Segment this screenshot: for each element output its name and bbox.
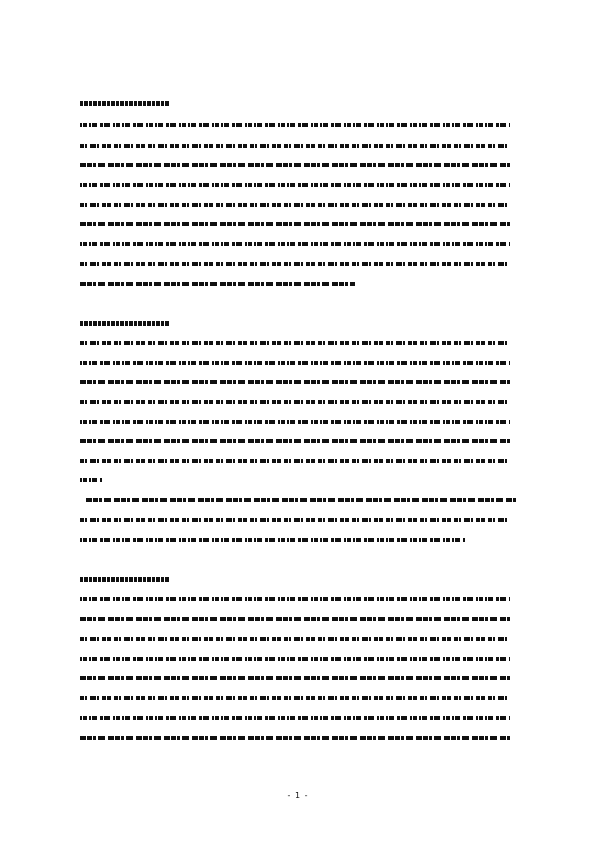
text-line bbox=[80, 123, 510, 127]
text-line bbox=[80, 459, 510, 463]
text-line bbox=[80, 183, 510, 187]
heading-text bbox=[80, 101, 170, 106]
text-line bbox=[80, 736, 510, 740]
page-number: - 1 - bbox=[287, 791, 309, 800]
text-line bbox=[80, 420, 510, 424]
text-line bbox=[80, 361, 510, 365]
text-line bbox=[80, 222, 510, 226]
text-line bbox=[80, 242, 510, 246]
section-heading bbox=[80, 98, 170, 108]
text-line bbox=[80, 657, 510, 661]
text-line bbox=[80, 597, 510, 601]
text-line bbox=[80, 203, 510, 207]
text-line bbox=[80, 538, 465, 542]
section-heading bbox=[80, 574, 170, 584]
text-line bbox=[80, 439, 510, 443]
text-line bbox=[80, 262, 510, 266]
text-line bbox=[80, 617, 510, 621]
text-line bbox=[80, 341, 510, 345]
text-line bbox=[80, 163, 510, 167]
text-line bbox=[80, 518, 510, 522]
text-line bbox=[80, 696, 510, 700]
text-line bbox=[80, 400, 510, 404]
section-heading bbox=[80, 318, 170, 328]
heading-text bbox=[80, 321, 170, 326]
heading-text bbox=[80, 577, 170, 582]
text-line bbox=[80, 676, 510, 680]
text-line bbox=[80, 380, 510, 384]
text-line bbox=[80, 144, 510, 148]
text-line bbox=[86, 498, 516, 502]
text-line bbox=[80, 478, 102, 482]
text-line bbox=[80, 282, 355, 286]
text-line bbox=[80, 716, 510, 720]
text-line bbox=[80, 637, 510, 641]
